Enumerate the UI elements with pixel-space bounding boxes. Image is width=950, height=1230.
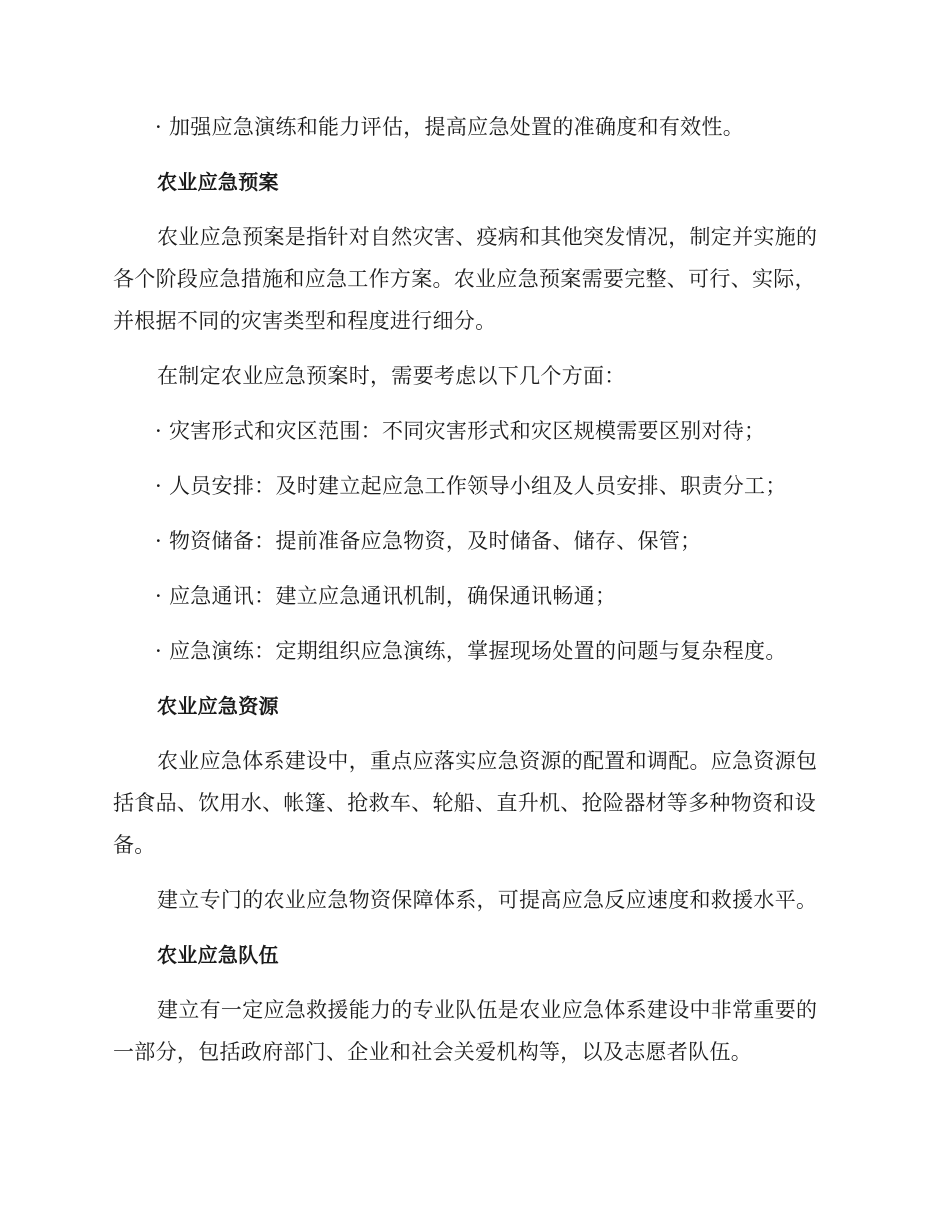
paragraph-resources-line-2: 括食品、饮用水、帐篷、抢救车、轮船、直升机、抢险器材等多种物资和设 [113,791,816,815]
heading-emergency-team: 农业应急队伍 [157,943,279,967]
bullet-drills: · 应急演练：定期组织应急演练，掌握现场处置的问题与复杂程度。 [155,639,787,663]
bullet-drill-evaluation: · 加强应急演练和能力评估，提高应急处置的准确度和有效性。 [155,115,745,139]
paragraph-plan-line-1: 农业应急预案是指针对自然灾害、疫病和其他突发情况，制定并实施的 [157,225,818,249]
heading-emergency-plan: 农业应急预案 [157,170,279,194]
bullet-communication: · 应急通讯：建立应急通讯机制，确保通讯畅通； [155,584,617,608]
paragraph-team-line-1: 建立有一定应急救援能力的专业队伍是农业应急体系建设中非常重要的 [157,998,818,1022]
bullet-supplies: · 物资储备：提前准备应急物资，及时储备、储存、保管； [155,529,702,553]
paragraph-plan-line-2: 各个阶段应急措施和应急工作方案。农业应急预案需要完整、可行、实际， [113,267,816,291]
paragraph-resources-line-1: 农业应急体系建设中，重点应落实应急资源的配置和调配。应急资源包 [157,749,818,773]
paragraph-consider-aspects: 在制定农业应急预案时，需要考虑以下几个方面： [157,364,626,388]
heading-emergency-resources: 农业应急资源 [157,694,279,718]
bullet-disaster-scope: · 灾害形式和灾区范围：不同灾害形式和灾区规模需要区别对待； [155,419,766,443]
paragraph-resources-line-3: 备。 [113,833,156,857]
paragraph-resources-system: 建立专门的农业应急物资保障体系，可提高应急反应速度和救援水平。 [157,888,818,912]
bullet-personnel: · 人员安排：及时建立起应急工作领导小组及人员安排、职责分工； [155,474,787,498]
paragraph-plan-line-3: 并根据不同的灾害类型和程度进行细分。 [113,309,497,333]
paragraph-team-line-2: 一部分，包括政府部门、企业和社会关爱机构等，以及志愿者队伍。 [113,1040,752,1064]
